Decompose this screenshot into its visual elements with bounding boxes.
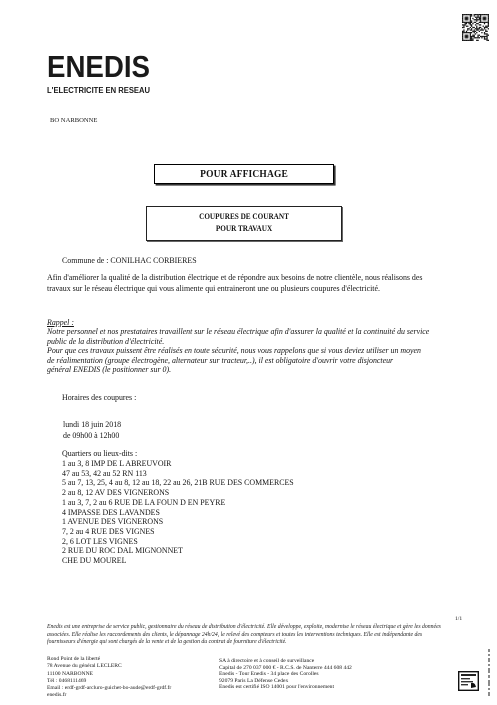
address-line: Tél : 0468111469 bbox=[47, 677, 87, 684]
enedis-logo bbox=[46, 50, 152, 95]
tagline-text: L'ELECTRICITE EN RESEAU bbox=[47, 85, 150, 95]
footer-about-line: associées. Elle réalise les raccordements des clients, le dépannage 24h/24, le relevé des compteurs et toutes les interventions techniques. Elle est indépendante des bbox=[47, 631, 423, 638]
list-item: 2, 6 LOT LES VIGNES bbox=[62, 536, 138, 546]
list-item: 1 au 3, 7, 2 au 6 RUE DE LA FOUN D EN PEYRE bbox=[62, 497, 226, 507]
schedule-heading: Horaires des coupures : bbox=[62, 393, 137, 402]
address-line: 11100 NARBONNE bbox=[47, 670, 94, 677]
rappel-line: général ENEDIS (le positionner sur 0). bbox=[47, 365, 172, 375]
address-line: 78 Avenue du général LECLERC bbox=[47, 663, 122, 670]
rappel-heading: Rappel : bbox=[47, 318, 74, 327]
list-item: 7, 2 au 4 RUE DES VIGNES bbox=[62, 526, 155, 536]
address-line: enedis.fr bbox=[47, 692, 67, 699]
list-item: 47 au 53, 42 au 52 RN 113 bbox=[62, 468, 147, 478]
logo-tagline bbox=[46, 84, 152, 95]
legal-line: Enedis - Tour Enedis - 34 place des Corolles bbox=[219, 671, 319, 677]
rappel-line: Pour que ces travaux puissent être réalisés en toute sécurité, nous vous rappelons que si vous deviez utiliser un moyen bbox=[47, 346, 422, 356]
page-number: 1/1 bbox=[455, 616, 463, 622]
qr-code-icon bbox=[462, 14, 489, 41]
footer-address bbox=[47, 656, 171, 700]
posting-banner bbox=[154, 164, 334, 184]
list-item: CHE DU MOUREL bbox=[62, 556, 127, 566]
banner-text: POUR AFFICHAGE bbox=[200, 168, 288, 180]
rappel-paragraph bbox=[47, 327, 429, 375]
notice-title-line: COUPURES DE COURANT bbox=[199, 211, 289, 221]
rappel-line: de réalimentation (groupe électrogène, alternateur sur tracteur,..), il est obligatoire d'ouvrir votre disjoncteur bbox=[47, 355, 394, 365]
legal-line: 92079 Paris La Défense Cedex bbox=[219, 677, 289, 684]
footer-about-line: Enedis est une entreprise de service public, gestionnaire du réseau de distribution d'électricité. Elle développe, exploite, modernise le réseau électrique et gère les données bbox=[47, 624, 441, 630]
list-item: 1 au 3, 8 IMP DE L ABREUVOIR bbox=[62, 459, 172, 468]
certification-logo bbox=[458, 671, 479, 691]
intro-line: Afin d'améliorer la qualité de la distribution électrique et de répondre aux besoins de notre clientèle, nous réalisons des bbox=[47, 273, 423, 282]
areas-heading: Quartiers ou lieux-dits : bbox=[62, 449, 138, 458]
commune-label: Commune de : CONILHAC CORBIERES bbox=[62, 256, 197, 265]
legal-line: Enedis est certifié ISO 14001 pour l'environnement bbox=[219, 684, 335, 690]
list-item: 1 AVENUE DES VIGNERONS bbox=[62, 517, 164, 527]
notice-title-box bbox=[146, 206, 342, 241]
intro-paragraph bbox=[47, 272, 422, 294]
schedule-time: de 09h00 à 12h00 bbox=[63, 430, 120, 440]
footer-about bbox=[47, 624, 441, 647]
logo-wordmark bbox=[46, 50, 152, 80]
areas-list bbox=[62, 459, 294, 566]
address-line: Email : erdf-grdf-arcluro-guichet-bo-aude@erdf-grdf.fr bbox=[47, 685, 172, 692]
notice-title-line: POUR TRAVAUX bbox=[215, 222, 273, 233]
legal-line: SA à directoire et à conseil de surveillance bbox=[219, 658, 315, 664]
schedule-date: lundi 18 juin 2018 bbox=[63, 420, 122, 429]
list-item: 2 RUE DU ROC DAL MIGNONNET bbox=[62, 546, 183, 556]
footer-legal bbox=[219, 658, 352, 691]
address-line: Rond Point de la liberté bbox=[47, 656, 101, 662]
rappel-line: Notre personnel et nos prestataires travaillent sur le réseau électrique afin d'assurer la qualité et la continuité du service bbox=[47, 327, 430, 336]
schedule-block bbox=[63, 420, 121, 441]
sender-office: BO NARBONNE bbox=[50, 117, 98, 124]
list-item: 5 au 7, 13, 25, 4 au 8, 12 au 18, 22 au 26, 21B RUE DES COMMERCES bbox=[62, 478, 294, 488]
rappel-line: public de la distribution d'électricité. bbox=[47, 336, 165, 346]
list-item: 2 au 8, 12 AV DES VIGNERONS bbox=[62, 488, 170, 498]
legal-line: Capital de 270 037 000 € - R.C.S. de Nanterre 444 608 442 bbox=[219, 664, 352, 671]
list-item: 4 IMPASSE DES LAVANDES bbox=[62, 507, 160, 517]
footer-about-line: fournisseurs d'énergie qui sont chargés de la vente et de la gestion du contrat de fourniture d'électricité. bbox=[47, 639, 287, 646]
logo-text: ENEDIS bbox=[47, 50, 150, 80]
vertical-reference-marks bbox=[486, 648, 492, 698]
intro-line: travaux sur le réseau électrique qui vous alimente qui entraineront une ou plusieurs coupures d'électricité. bbox=[47, 284, 380, 293]
